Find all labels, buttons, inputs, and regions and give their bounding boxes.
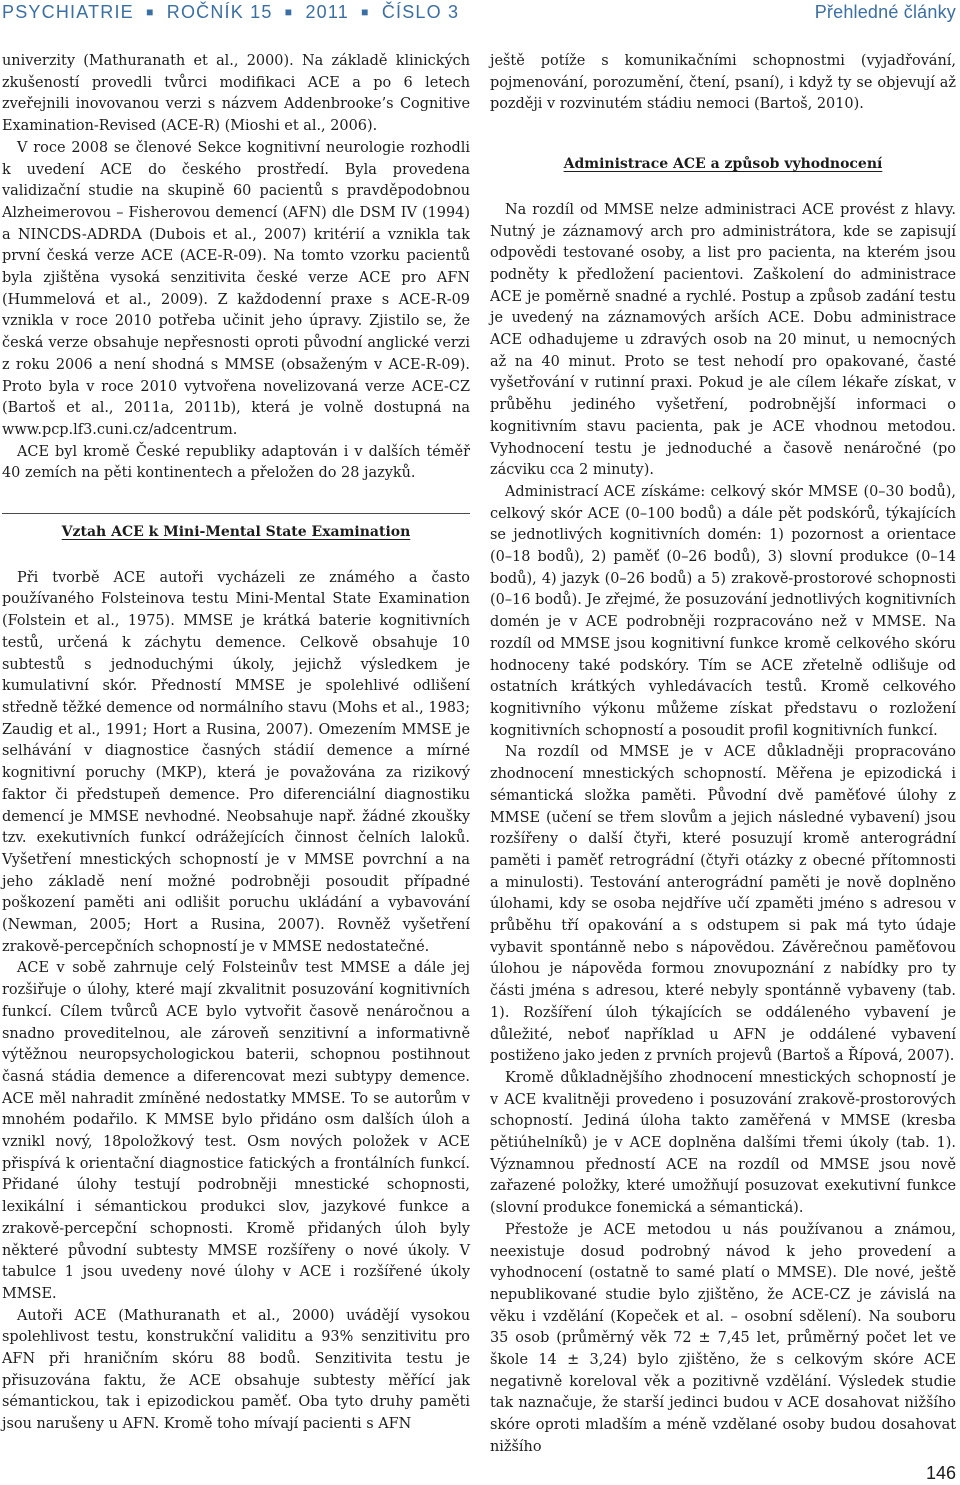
square-separator-icon: ■ (146, 5, 155, 19)
section-heading: Administrace ACE a způsob vyhodnocení (563, 156, 883, 173)
journal-name: PSYCHIATRIE (2, 2, 134, 22)
running-header (0, 0, 960, 26)
page-number: 146 (925, 1463, 956, 1483)
paragraph: V roce 2008 se členové Sekce kognitivní neurologie rozhodli k uvedení ACE do českého prostředí. Byla provedena validizační studie na skupině 60 pacientů s pravděpodobnou Alzheimerovou – Fisherovou demencí (AFN) dle DSM IV (1994) a NINCDS-ADRDA (Dubois et al., 2007) kritérií a vznikla tak první česká verze ACE (ACE-R-09). Na tomto vzorku pacientů byla zjištěna vysoká senzitivita české verze ACE pro AFN (Hummelová et al., 2009). Z každodenní praxe s ACE-R-09 vznikla v roce 2010 potřeba učinit jeho úpravy. Zjistilo se, že česká verze obsahuje nepřesnosti oproti původní anglické verzi z roku 2006 a není shodná s MMSE (obsaženým v ACE-R-09). Proto byla v roce 2010 vytvořena novelizovaná verze ACE-CZ (Bartoš et al., 2011a, 2011b), která je volně dostupná na www.pcp.lf3.cuni.cz/adcentrum. (2, 139, 470, 438)
paragraph: Autoři ACE (Mathuranath et al., 2000) uvádějí vysokou spolehlivost testu, konstrukční validitu a 93% senzitivitu pro AFN při hraničním skóru 88 bodů. Senzitivita testu je přisuzována faktu, že ACE obsahuje subtesty měřící jak sémantickou, tak i epizodickou paměť. Oba tyto druhy paměti jsou narušeny u AFN. Kromě toho mívají pacienti s AFN (2, 1307, 470, 1433)
paragraph: Kromě důkladnějšího zhodnocení mnestických schopností je v ACE kvalitněji provedeno i posuzování zrakově-prostorových schopností. Jediná úloha takto zaměřená v MMSE (kresba pětiúhelníků) je v ACE doplněna dalšími třemi úkoly (tab. 1). Významnou předností ACE na rozdíl od MMSE jsou nově zařazené položky, které umožňují posuzovat exekutivní funkce (slovní produkce fonemická a sémantická). (490, 1069, 956, 1217)
journal-year: 2011 (305, 2, 349, 22)
paragraph: ACE v sobě zahrnuje celý Folsteinův test MMSE a dále jej rozšiřuje o úlohy, které mají zkvalitnit posuzování kognitivních funkcí. Cílem tvůrců ACE bylo vytvořit časově nenáročnou a snadno proveditelnou, ale zároveň senzitivní a informativně výtěžnou neuropsychologickou baterii, schopnou postihnout časná stádia demence a diferencovat mezi subtypy demence. ACE měl nahradit zmíněné nedostatky MMSE. To se autorům v mnohém podařilo. K MMSE bylo přidáno osm dalších úloh a vznikl nový, 18položkový test. Osm nových položek v ACE přispívá k orientační diagnostice fatických a frontálních funkcí. Přidané úlohy testují podrobněji mnestické schopnosti, lexikální i sémantickou produkci slov, jazykové funkce a zrakově-percepční schopnosti. Kromě přidaných úloh byly některé původní subtesty MMSE rozšířeny o nové úkoly. V tabulce 1 jsou uvedeny nové úlohy v ACE i rozšířené úkoly MMSE. (2, 960, 470, 1302)
journal-issue: ČÍSLO 3 (381, 2, 460, 22)
paragraph: Na rozdíl od MMSE nelze administraci ACE provést z hlavy. Nutný je záznamový arch pro administrátora, kde se zapisují odpovědi testované osoby, a list pro pacienta, na kterém jsou podněty k předložení pacientovi. Zaškolení do administrace ACE je poměrně snadné a rychlé. Postup a způsob zadání testu je uvedený na záznamových arších ACE. Dobu administrace ACE odhadujeme u zdravých osob na 20 minut, u nemocných až na 40 minut. Proto se test nehodí pro opakované, časté vyšetřování v rutinní praxi. Pokud je ale cílem lékaře získat, v průběhu jediného vyšetření, podrobnější informaci o kognitivním stavu pacienta, pak je ACE vhodnou metodou. Vyhodnocení testu je jednoduché a časově nenáročné (po zácviku cca 2 minuty). (490, 201, 956, 479)
paragraph: ACE byl kromě České republiky adaptován i v dalších téměř 40 zemích na pěti kontinentech a přeložen do 28 jazyků. (2, 443, 470, 482)
paragraph: Při tvorbě ACE autoři vycházeli ze známého a často používaného Folsteinova testu Mini-Mental State Examination (Folstein et al., 1975). MMSE je krátká baterie kognitivních testů, určená k záchytu demence. Celkově obsahuje 10 subtestů s jednoduchými úkoly, jejichž výsledkem je kumulativní skór. Předností MMSE je spolehlivé odlišení středně těžké demence od normálního stavu (Mohs et al., 1983; Zaudig et al., 1991; Hort a Rusina, 2007). Omezením MMSE je selhávání v diagnostice časných stádií demence a mírné kognitivní poruchy (MKP), která je považována za rizikový faktor či předstupeň demence. Pro diferenciální diagnostiku demencí je MMSE nevhodné. Neobsahuje např. žádné zkoušky tzv. exekutivních funkcí odrážejících činnost čelních laloků. Vyšetření mnestických schopností je v MMSE povrchní a na jeho základě není možné podrobněji posoudit případné poškození paměti ani odlišit poruchu ukládání a vybavování (Newman, 2005; Hort a Rusina, 2007). Rovněž vyšetření zrakově-percepčních schopností je v MMSE nedostatečné. (2, 569, 470, 955)
paragraph: ještě potíže s komunikačními schopnostmi (vyjadřování, pojmenování, porozumění, čtení, psaní), i když ty se objevují až později v rozvinutém stádiu nemoci (Bartoš, 2010). (490, 53, 956, 113)
square-separator-icon: ■ (284, 5, 294, 19)
paragraph: Administrací ACE získáme: celkový skór MMSE (0–30 bodů), celkový skór ACE (0–100 bodů) a dále pět podskórů, týkajících se jednotlivých kognitivních domén: 1) pozornost a orientace (0–18 bodů), 2) paměť (0–26 bodů), 3) slovní produkce (0–14 bodů), 4) jazyk (0–26 bodů) a 5) zrakově-prostorové schopnosti (0–16 bodů). Je zřejmé, že posuzování jednotlivých kognitivních domén je v ACE podrobněji rozpracováno než v MMSE. Na rozdíl od MMSE jsou kognitivní funkce kromě celkového skóru hodnoceny také podskóry. Tím se ACE zřetelně odlišuje od ostatních krátkých vyhledávacích testů. Kromě celkového kognitivního výkonu můžeme získat představu o rozložení kognitivních schopností a posoudit profil kognitivních funkcí. (490, 483, 956, 739)
journal-volume: ROČNÍK 15 (166, 2, 273, 22)
square-separator-icon: ■ (361, 5, 370, 19)
paragraph: Na rozdíl od MMSE je v ACE důkladněji propracováno zhodnocení mnestických schopností. Měřena je epizodická i sémantická složka paměti. Původní dvě paměťové úlohy z MMSE (učení se třem slovům a jejich následné vybavení) jsou rozšířeny o další čtyři, které posuzují kromě anterográdní paměti i paměť retrográdní (čtyři otázky z obecné přítomnosti a minulosti). Testování anterográdní paměti je nově doplněno úlohami, kdy se osoba nejdříve učí zpaměti jméno s adresou v průběhu tří opakování a s odstupem si pak má tyto údaje vybavit spontánně nebo s nápovědou. Závěrečnou paměťovou úlohou je nápověda formou znovupoznání z nabídky pro ty části jména s adresou, které nebyly spontánně vybaveny (tab. 1). Rozšíření úloh týkajících se oddáleného vybavení je důležité, neboť například u AFN je oddálené vybavení postiženo jako jeden z prvních projevů (Bartoš a Řípová, 2007). (490, 744, 956, 1065)
paragraph: Přestože je ACE metodou u nás používanou a známou, neexistuje dosud podrobný návod k jeho provedení a vyhodnocení (ostatně to samé platí o MMSE). Dle nové, ještě nepublikované studie bylo zjištěno, že ACE-CZ je závislá na věku i vzdělání (Kopeček et al. – osobní sdělení). Na souboru 35 osob (průměrný věk 72 ± 7,45 let, průměrný počet let ve škole 14 ± 3,24) bylo zjištěno, že s celkovým skóre ACE negativně koreloval věk a pozitivně vzdělání. Výsledek studie tak naznačuje, že starší jedinci budou v ACE dosahovat nižšího skóre oproti mladším a méně vzdělané osoby budou dosahovat nižšího (490, 1221, 956, 1455)
paragraph: univerzity (Mathuranath et al., 2000). Na základě klinických zkušeností provedli tvůrci modifikaci ACE a po 6 letech zveřejnili inovovanou verzi s názvem Addenbrooke’s Cognitive Examination-Revised (ACE-R) (Mioshi et al., 2006). (2, 53, 470, 135)
journal-info (2, 2, 459, 23)
right-column (490, 51, 956, 1459)
section-heading: Vztah ACE k Mini-Mental State Examination (61, 524, 411, 541)
section-divider (2, 513, 470, 514)
left-column (2, 51, 470, 1436)
section-name: Přehledné články (814, 2, 956, 22)
